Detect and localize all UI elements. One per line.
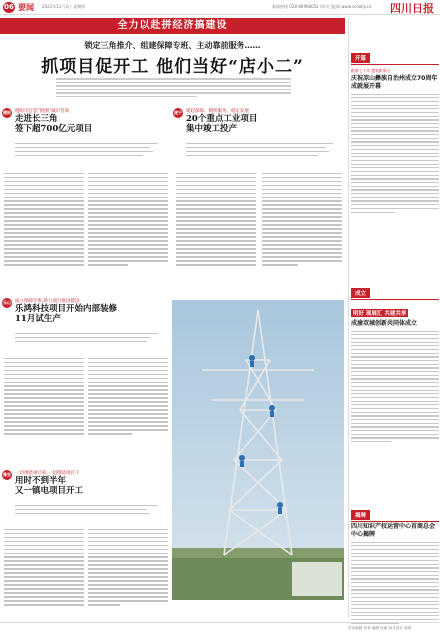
right-section-unveiling [351, 502, 439, 626]
section-label: 成立 [351, 288, 370, 298]
news-hotline: 新闻热线 028-86968052 [272, 4, 319, 9]
substory-yaan [15, 470, 170, 496]
right-section-founding [351, 280, 439, 445]
region-tag-leshan: 乐山 [2, 298, 12, 308]
right-red-title: 明好 现展汇 共建共享 [353, 311, 407, 317]
substory-suining [186, 108, 341, 134]
right-column [348, 18, 440, 618]
masthead [0, 0, 440, 15]
substory-deyang-body-col2 [88, 170, 168, 268]
tower-illustration [172, 300, 344, 600]
page-footer [0, 622, 440, 635]
substory-title: 又一镇电项目开工 [15, 486, 84, 496]
substory-title: 集中竣工投产 [186, 124, 238, 134]
section-label: 揭牌 [351, 510, 370, 520]
substory-title: 乐鸿科技项目开始内部装修 [15, 304, 118, 314]
right-title: 四川知识产权运营中心首商总会中心揭牌 [351, 523, 436, 538]
substory-deyang-highlights [15, 140, 165, 159]
substory-title: 签下超700亿元项目 [15, 124, 93, 134]
right-title: 成渝双城创新共同体成立 [351, 320, 418, 327]
substory-title: 走进长三角 [15, 114, 58, 124]
right-section-opening [351, 45, 439, 215]
substory-kicker: 成立保障专班,助力项目推进建设 [15, 299, 80, 304]
substory-leshan-body-col1 [4, 355, 84, 437]
substory-deyang-body-col1 [4, 170, 84, 268]
right-kicker: 跟着七十年 盛装新体山 [351, 68, 391, 73]
region-tag-suining: 遂宁 [173, 108, 183, 118]
substory-suining-highlights [186, 140, 341, 159]
footer-credits: 责任编辑 刘青 编辑 伍丽 版式设计 周明 [348, 626, 412, 630]
substory-title: 用时不到半年 [15, 476, 67, 486]
right-title: 庆祝凉山彝族自治州成立70周年成就展开幕 [351, 75, 438, 90]
paper-logo: 四川日报 [390, 2, 434, 15]
substory-kicker: 建起保障、钢铁服务、稳定发展 [186, 109, 249, 114]
main-kicker: 锁定三角推介、组建保障专班、主动靠前服务…… [84, 41, 261, 50]
substory-kicker: 德阳市打造“链圈”城市营商 [15, 109, 70, 114]
date-line: 2022年11月3日 星期四 [42, 4, 86, 9]
substory-suining-body-col1 [176, 170, 256, 268]
website: 四川日报网 www.scdaily.cn [320, 4, 372, 9]
right-body [351, 331, 439, 443]
substory-kicker: 一切围绕项目转,一切围绕项目干 [15, 471, 80, 476]
banner-text: 全力以赴拼经济搞建设 [117, 20, 228, 31]
page-number: 06 [4, 3, 14, 11]
substory-title: 20个重点工业项目 [186, 114, 258, 124]
substory-leshan-body-col2 [88, 355, 168, 437]
substory-yaan-body-col2 [88, 526, 168, 608]
substory-leshan [15, 298, 170, 324]
lead-paragraph [56, 76, 291, 110]
right-body [351, 542, 439, 624]
section-label: 开篇 [351, 53, 370, 63]
topic-banner [0, 18, 345, 34]
substory-yaan-body-col1 [4, 526, 84, 608]
substory-yaan-highlights [15, 502, 165, 517]
right-body [351, 94, 439, 213]
main-headline: 抓项目促开工 他们当好“店小二” [41, 57, 304, 77]
substory-deyang [15, 108, 165, 134]
substory-title: 11月试生产 [15, 314, 61, 324]
substory-suining-body-col2 [262, 170, 342, 268]
region-tag-yaan: 雅安 [2, 470, 12, 480]
substory-leshan-highlights [15, 330, 165, 345]
region-tag-deyang: 德阳 [2, 108, 12, 118]
photo-transmission-tower [172, 300, 344, 600]
section-name: 要闻 [18, 3, 34, 12]
